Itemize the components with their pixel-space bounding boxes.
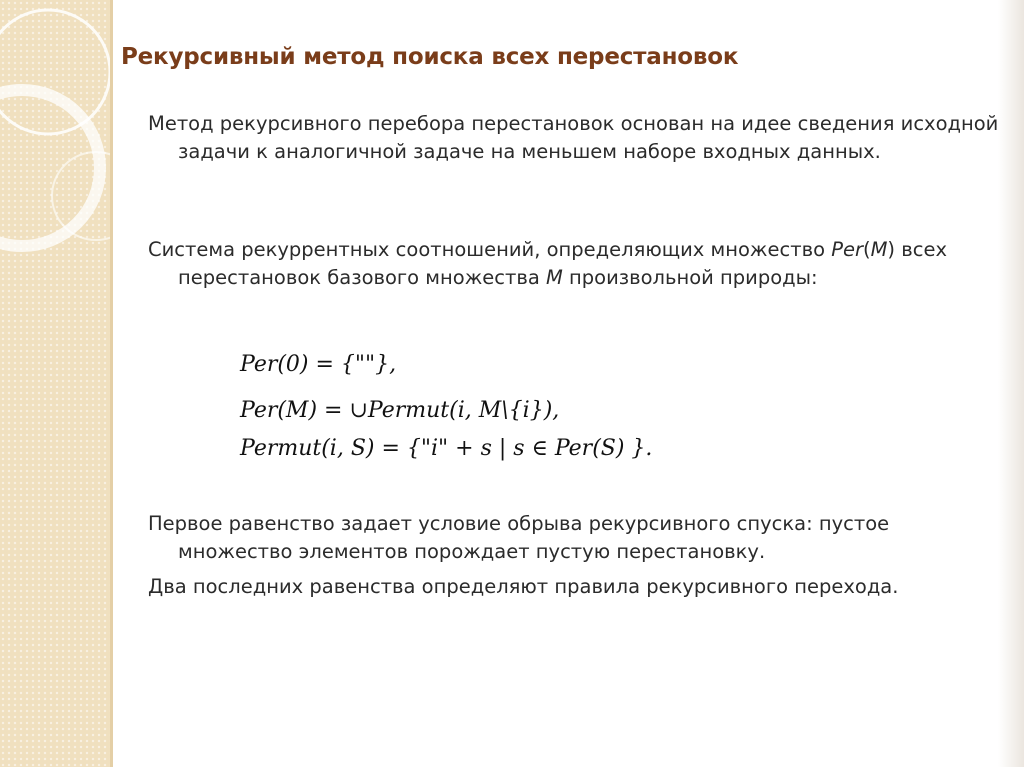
formula-base-case: Per(0) = {""}, <box>240 352 397 377</box>
decorative-rings <box>0 0 115 320</box>
band-divider <box>110 0 113 767</box>
text-run: произвольной природы: <box>562 266 818 289</box>
text-run: ) всех перестановок базового множества <box>178 238 947 289</box>
text-run: ( <box>862 238 871 261</box>
paragraph-method: Метод рекурсивного перебора перестановок основан на идее сведения исходной задачи к аналогичной задаче на меньшем наборе входных данных. <box>148 112 999 163</box>
formula-permut: Permut(i, S) = {"i" + s | s ∈ Per(S) }. <box>240 436 653 461</box>
italic-m: M <box>545 266 563 289</box>
paragraph-first-equality: Первое равенство задает условие обрыва рекурсивного спуска: пустое множество элементов порождает пустую перестановку. <box>148 512 890 563</box>
formula-per-union: Per(M) = ∪Permut(i, M\{i}), <box>240 398 560 423</box>
slide-title: Рекурсивный метод поиска всех перестановок <box>121 44 739 70</box>
paragraph-last-equalities: Два последних равенства определяют правила рекурсивного перехода. <box>148 575 899 598</box>
italic-per: Per <box>831 238 863 261</box>
text-run: Система рекуррентных соотношений, определяющих множество <box>148 238 832 261</box>
italic-m: M <box>870 238 888 261</box>
paragraph-recurrence-system <box>148 236 1008 292</box>
